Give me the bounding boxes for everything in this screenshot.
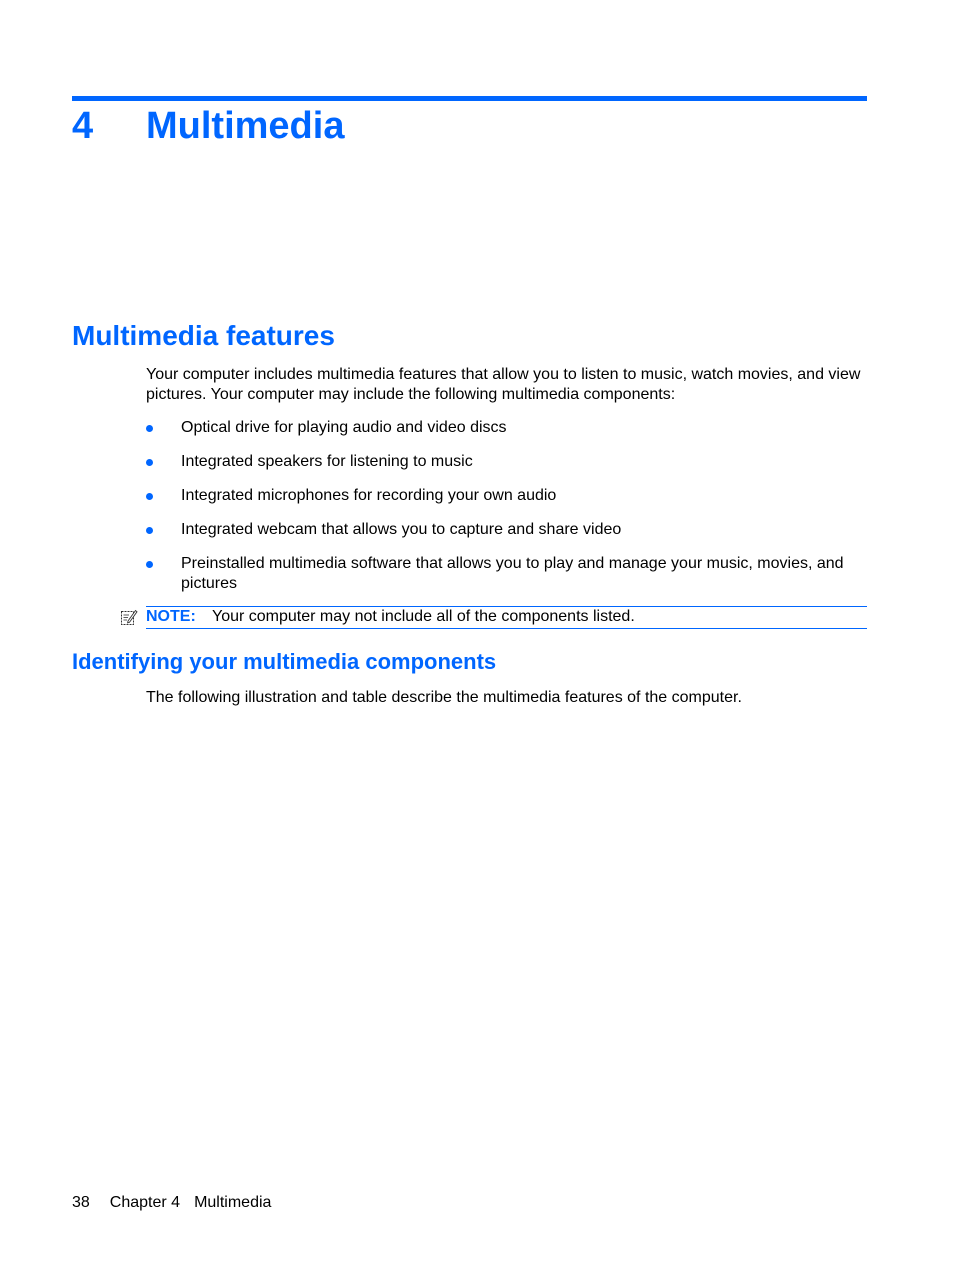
subsection-paragraph: The following illustration and table describe the multimedia features of the computer. xyxy=(146,689,742,706)
note-text: Your computer may not include all of the components listed. xyxy=(212,608,635,625)
list-item xyxy=(146,486,868,506)
bullet-icon xyxy=(146,493,153,500)
bullet-icon xyxy=(146,425,153,432)
bullet-icon xyxy=(146,459,153,466)
page-footer xyxy=(72,1193,271,1213)
list-item xyxy=(146,554,868,594)
bullet-icon xyxy=(146,527,153,534)
section-heading: Multimedia features xyxy=(72,320,335,351)
intro-paragraph: Your computer includes multimedia features that allow you to listen to music, watch movies, and view pictures. Your computer may include the following multimedia components: xyxy=(146,366,861,403)
list-item-text: Integrated speakers for listening to music xyxy=(181,453,473,470)
chapter-title: Multimedia xyxy=(146,105,345,147)
list-item xyxy=(146,418,868,438)
list-item xyxy=(146,520,868,540)
page-number: 38 xyxy=(72,1194,90,1211)
note-pencil-icon xyxy=(120,608,138,626)
footer-chapter-label: Chapter 4 xyxy=(109,1194,181,1211)
footer-chapter-title: Multimedia xyxy=(194,1194,272,1211)
list-item-text: Integrated microphones for recording your own audio xyxy=(181,487,557,504)
subsection-heading: Identifying your multimedia components xyxy=(72,649,497,674)
list-item-text: Integrated webcam that allows you to capture and share video xyxy=(181,521,622,538)
bullet-icon xyxy=(146,561,153,568)
chapter-number: 4 xyxy=(72,105,94,147)
note-box xyxy=(146,606,867,629)
list-item-text: Preinstalled multimedia software that allows you to play and manage your music, movies, and pictures xyxy=(181,555,844,592)
note-label: NOTE: xyxy=(146,608,196,625)
list-item-text: Optical drive for playing audio and video discs xyxy=(181,419,507,436)
component-list xyxy=(146,418,868,608)
list-item xyxy=(146,452,868,472)
